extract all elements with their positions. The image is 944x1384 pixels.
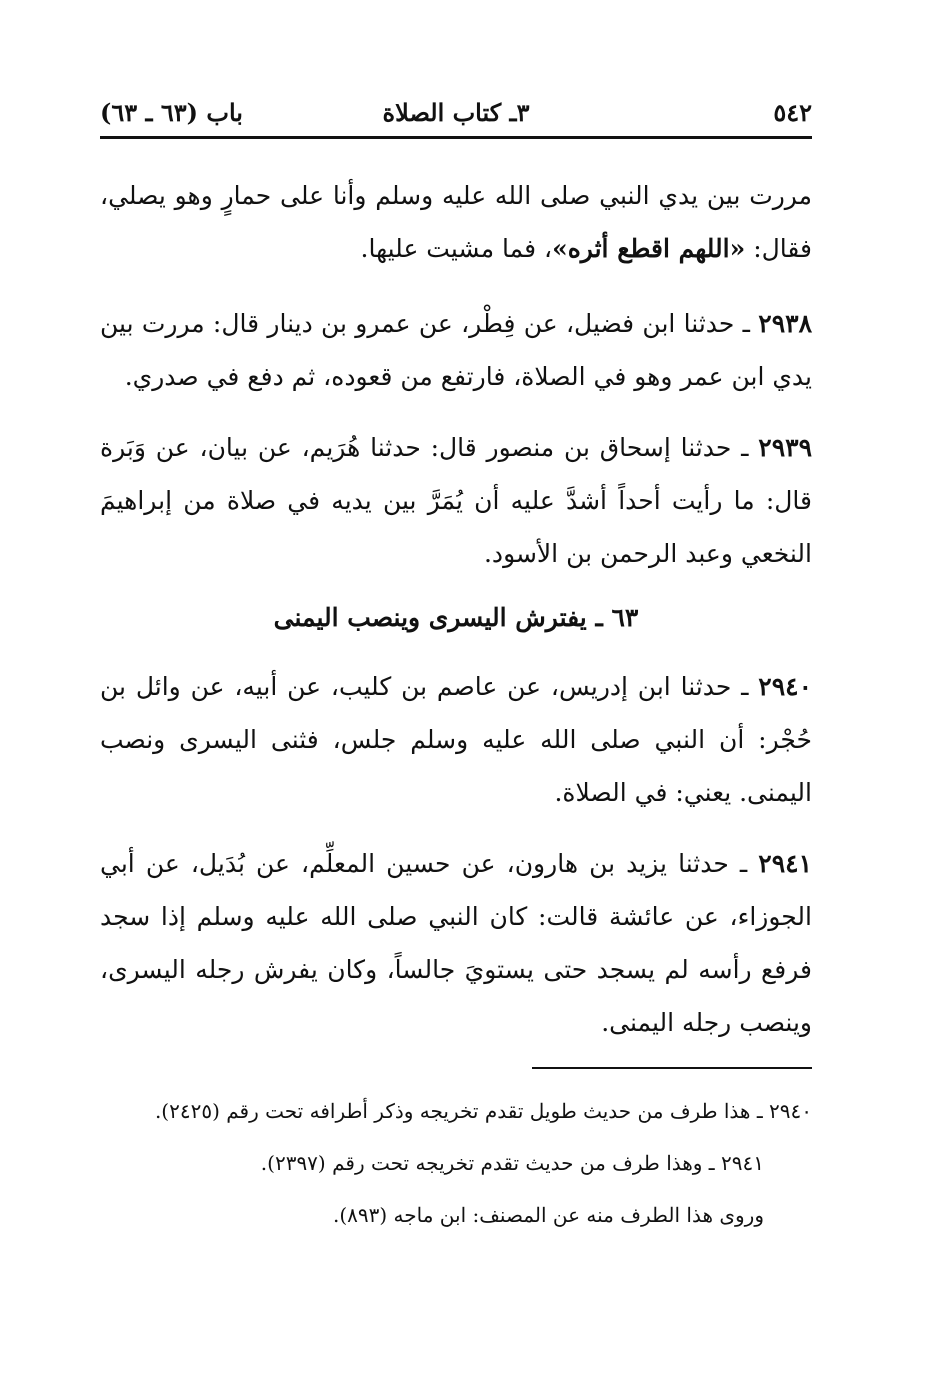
continuation-text-1: مررت بين يدي النبي صلى الله عليه وسلم وأنا على حمارٍ وهو يصلي، فقال:	[100, 181, 812, 263]
hadith-number: ٢٩٣٩	[758, 433, 812, 462]
footnote: وروى هذا الطرف منه عن المصنف: ابن ماجه (٨٩٣).	[332, 1203, 764, 1227]
book-page	[100, 90, 812, 1243]
footnotes	[100, 1087, 812, 1239]
hadith-paragraph	[100, 837, 812, 1049]
hadith-text: ـ حدثنا إسحاق بن منصور قال: حدثنا هُرَيم، عن بيان، عن وَبَرة قال: ما رأيت أحداً أشدَّ عليه أن يُمَرَّ بين يديه في صلاة من إبراهيمَ النخعي وعبد الرحمن بن الأسود.	[100, 433, 812, 568]
hadith-text: ـ حدثنا ابن إدريس، عن عاصم بن كليب، عن أبيه، عن وائل بن حُجْر: أن النبي صلى الله عليه وسلم جلس، فثنى اليسرى ونصب اليمنى. يعني: في الصلاة.	[100, 672, 812, 807]
main-text	[100, 169, 812, 1049]
hadith-number: ٢٩٤٠	[758, 672, 812, 701]
hadith-paragraph	[100, 660, 812, 819]
section-title: ٦٣ ـ يفترش اليسرى وينصب اليمنى	[273, 603, 639, 632]
prayer-quote: «اللهم اقطع أثره»	[552, 234, 746, 263]
book-title: ٣ـ كتاب الصلاة	[382, 98, 530, 127]
footnote: ٢٩٤٠ ـ هذا طرف من حديث طويل تقدم تخريجه وذكر أطرافه تحت رقم (٢٤٢٥).	[154, 1099, 812, 1123]
hadith-paragraph	[100, 421, 812, 580]
hadith-number: ٢٩٣٨	[758, 309, 812, 338]
continuation-text-2: ، فما مشيت عليها.	[360, 234, 553, 263]
page-number: ٥٤٢	[773, 98, 812, 127]
running-header	[100, 90, 812, 130]
hadith-number: ٢٩٤١	[758, 849, 812, 878]
continuation-paragraph	[100, 169, 812, 275]
header-divider	[100, 136, 812, 139]
hadith-paragraph	[100, 297, 812, 403]
hadith-text: ـ حدثنا ابن فضيل، عن فِطْر، عن عمرو بن دينار قال: مررت بين يدي ابن عمر وهو في الصلاة، فارتفع من قعوده، ثم دفع في صدري.	[100, 309, 812, 391]
chapter-reference: باب (٦٣ ـ ٦٣)	[100, 98, 243, 127]
hadith-text: ـ حدثنا يزيد بن هارون، عن حسين المعلِّم، عن بُدَيل، عن أبي الجوزاء، عن عائشة قالت: كان النبي صلى الله عليه وسلم إذا سجد فرفع رأسه لم يسجد حتى يستويَ جالساً، وكان يفرش رجله اليسرى، وينصب رجله اليمنى.	[100, 849, 812, 1037]
footnote-divider	[532, 1067, 812, 1069]
footnote: ٢٩٤١ ـ وهذا طرف من حديث تقدم تخريجه تحت رقم (٢٣٩٧).	[260, 1151, 764, 1175]
